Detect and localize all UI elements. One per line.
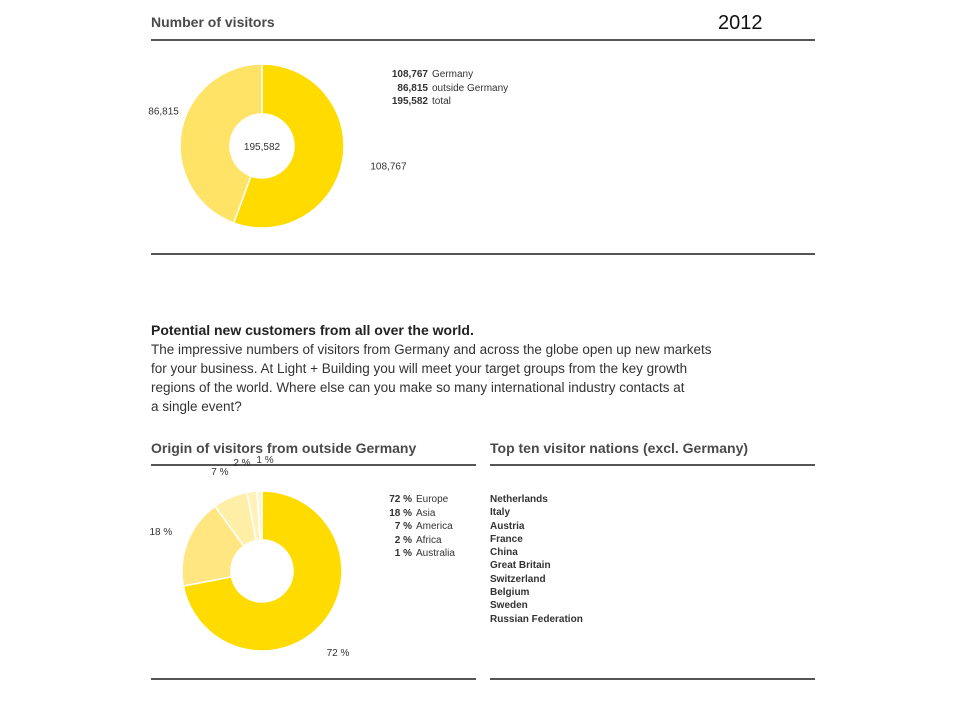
nation-item: Great Britain [490, 560, 551, 572]
slice-value-label: 86,815 [148, 106, 179, 118]
intro-line: regions of the world. Where else can you make so many international industry contacts at [151, 380, 685, 395]
legend-row [388, 534, 455, 548]
nation-item: Italy [490, 507, 511, 519]
legend-value: 195,582 [391, 96, 428, 107]
legend-value: 72 % [389, 494, 412, 505]
legend-row [388, 95, 508, 109]
slice-value-label: 18 % [149, 526, 173, 538]
legend-label: Africa [416, 534, 442, 546]
origin-legend [388, 493, 455, 561]
visitors-heading: Number of visitors [151, 14, 275, 30]
legend-label: America [416, 521, 453, 532]
slice-value-label: 2 % [233, 457, 251, 469]
legend-value: 2 % [394, 534, 412, 546]
legend-row [388, 520, 455, 534]
legend-row [388, 547, 455, 561]
legend-label: Germany [432, 69, 474, 80]
legend-value: 7 % [394, 521, 412, 532]
legend-label: Europe [416, 494, 449, 505]
legend-label: outside Germany [432, 82, 509, 94]
nation-item: Netherlands [490, 494, 548, 505]
nation-item: Switzerland [490, 573, 546, 585]
slice-value-label: 7 % [211, 466, 229, 478]
nation-item: Sweden [490, 600, 528, 612]
legend-label: Australia [416, 548, 455, 559]
legend-value: 108,767 [391, 69, 428, 80]
legend-value: 18 % [389, 507, 412, 519]
donut-center-label: 195,582 [243, 142, 281, 153]
legend-label: total [432, 96, 451, 107]
nation-item: Belgium [490, 587, 530, 599]
origin-heading: Origin of visitors from outside Germany [151, 440, 417, 456]
divider [151, 39, 815, 41]
legend-row [388, 82, 508, 96]
nation-item: Russian Federation [490, 613, 583, 625]
visitors-legend [388, 68, 508, 109]
divider [151, 253, 815, 255]
year-label: 2012 [718, 12, 763, 34]
nations-list [490, 493, 583, 626]
slice-value-label: 1 % [256, 455, 274, 467]
legend-label: Asia [416, 507, 436, 519]
legend-row [388, 493, 455, 507]
intro-line: The impressive numbers of visitors from Germany and across the globe open up new markets [151, 342, 712, 357]
nation-item: France [490, 533, 523, 545]
divider [490, 464, 815, 466]
nations-heading: Top ten visitor nations (excl. Germany) [490, 440, 749, 456]
legend-value: 1 % [394, 548, 412, 559]
divider [151, 678, 476, 680]
intro-line: a single event? [151, 399, 242, 414]
intro-paragraph [151, 340, 751, 416]
origin-donut-chart [149, 455, 380, 670]
legend-value: 86,815 [397, 82, 428, 94]
legend-row [388, 507, 455, 521]
intro-title: Potential new customers from all over the world. [151, 322, 474, 338]
divider [490, 678, 815, 680]
intro-line: for your business. At Light + Building you will meet your target groups from the key growth [151, 361, 688, 376]
nation-item: Austria [490, 520, 525, 532]
legend-row [388, 68, 508, 82]
nation-item: China [490, 547, 518, 559]
slice-value-label: 108,767 [370, 161, 407, 173]
slice-value-label: 72 % [326, 648, 350, 660]
divider [151, 464, 476, 466]
